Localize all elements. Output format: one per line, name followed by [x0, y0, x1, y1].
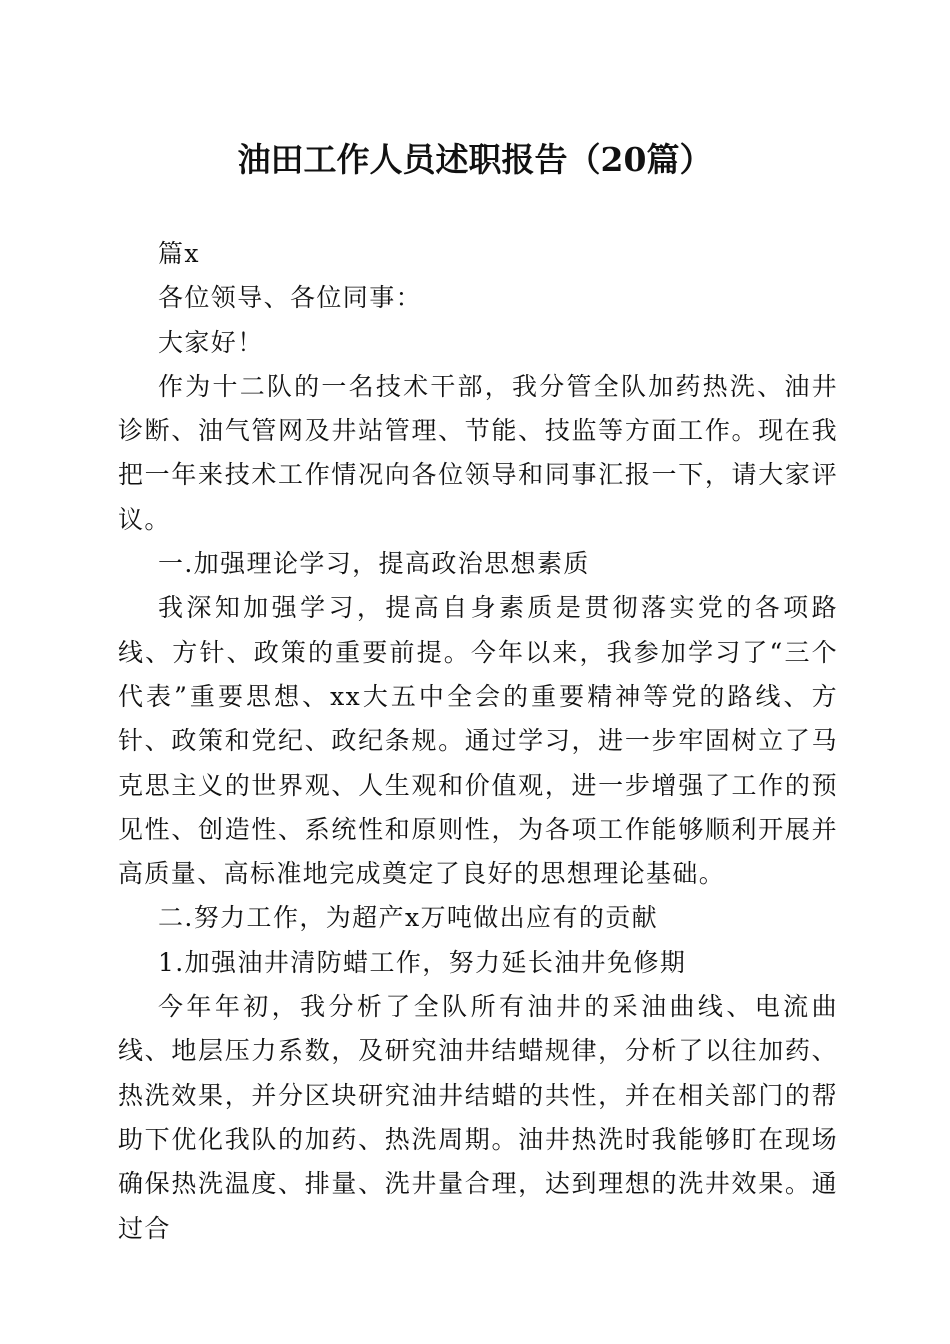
document-body [118, 232, 838, 1251]
salutation: 各位领导、各位同事： [158, 283, 423, 313]
wax-paragraph: 今年年初，我分析了全队所有油井的采油曲线、电流曲线、地层压力系数，及研究油井结蜡规律，分析了以往加药、热洗效果，并分区块研究油井结蜡的共性，并在相关部门的帮助下优化我队的加药、热洗周期。油井热洗时我能够盯在现场确保热洗温度、排量、洗井量合理，达到理想的洗井效果。通过合 [118, 992, 838, 1243]
theory-paragraph: 我深知加强学习，提高自身素质是贯彻落实党的各项路线、方针、政策的重要前提。今年以来，我参加学习了“三个代表”重要思想、xx大五中全会的重要精神等党的路线、方针、政策和党纪、政纪条规。通过学习，进一步牢固树立了马克思主义的世界观、人生观和价值观，进一步增强了工作的预见性、创造性、系统性和原则性，为各项工作能够顺利开展并高质量、高标准地完成奠定了良好的思想理论基础。 [118, 593, 838, 889]
intro-paragraph: 作为十二队的一名技术干部，我分管全队加药热洗、油井诊断、油气管网及井站管理、节能、技监等方面工作。现在我把一年来技术工作情况向各位领导和同事汇报一下，请大家评议。 [118, 371, 838, 534]
section-label: 篇x [158, 239, 200, 268]
subheading-one: 1.加强油井清防蜡工作，努力延长油井免修期 [158, 947, 687, 977]
document-title: 油田工作人员述职报告（20篇） [237, 140, 713, 179]
greeting: 大家好！ [158, 327, 264, 357]
heading-one: 一.加强理论学习，提高政治思想素质 [158, 549, 590, 579]
heading-two: 二.努力工作，为超产x万吨做出应有的贡献 [158, 903, 659, 933]
